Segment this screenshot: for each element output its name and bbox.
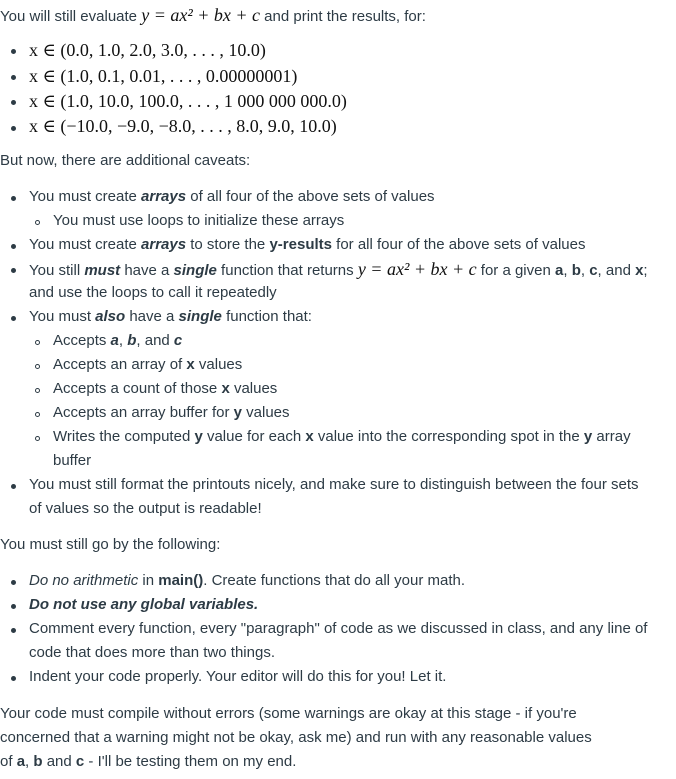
bullet-icon (11, 580, 16, 585)
caveat-4-sub-4: Accepts an array buffer for y values (53, 404, 290, 421)
bullet-icon (11, 628, 16, 633)
bullet-icon (11, 316, 16, 321)
caveat-3-line-2: and use the loops to call it repeatedly (29, 284, 277, 301)
set-1: x ∈ (0.0, 1.0, 2.0, 3.0, . . . , 10.0) (29, 40, 266, 60)
caveat-4-sub-5-line-2: buffer (53, 452, 92, 469)
bullet-icon (11, 75, 16, 80)
caveat-3: You still must have a single function that returns y = ax² + bx + c for a given a, b, c, and x; (29, 259, 648, 279)
caveat-2: You must create arrays to store the y-results for all four of the above sets of values (29, 236, 586, 253)
caveat-4-sub-5: Writes the computed y value for each x value into the corresponding spot in the y array (53, 428, 631, 445)
caveats-heading: But now, there are additional caveats: (0, 152, 251, 169)
sub-bullet-icon (35, 412, 40, 417)
bullet-icon (11, 676, 16, 681)
bullet-icon (11, 268, 16, 273)
sub-bullet-icon (35, 364, 40, 369)
rules-heading: You must still go by the following: (0, 536, 221, 553)
sub-bullet-icon (35, 388, 40, 393)
closing-line-3: of a, b and c - I'll be testing them on my end. (0, 753, 297, 770)
intro-equation: y = ax² + bx + c (141, 5, 260, 25)
bullet-icon (11, 100, 16, 105)
caveat-5-line-2: of values so the output is readable! (29, 500, 262, 517)
bullet-icon (11, 484, 16, 489)
intro-tail: and print the results, for: (264, 8, 426, 25)
caveat-5: You must still format the printouts nicely, and make sure to distinguish between the four sets (29, 476, 639, 493)
bullet-icon (11, 196, 16, 201)
caveat-3-equation: y = ax² + bx + c (357, 259, 477, 279)
caveat-4: You must also have a single function that: (29, 308, 312, 325)
bullet-icon (11, 49, 16, 54)
closing-line-2: concerned that a warning might not be okay, ask me) and run with any reasonable values (0, 729, 592, 746)
bullet-icon (11, 244, 16, 249)
closing-line-1: Your code must compile without errors (some warnings are okay at this stage - if you're (0, 705, 577, 722)
rule-1: Do no arithmetic in main(). Create functions that do all your math. (29, 572, 466, 589)
sub-bullet-icon (35, 436, 40, 441)
sub-bullet-icon (35, 340, 40, 345)
intro-lead: You will still evaluate (0, 8, 138, 25)
rule-3-line-2: code that does more than two things. (29, 644, 275, 661)
set-4: x ∈ (−10.0, −9.0, −8.0, . . . , 8.0, 9.0, 10.0) (29, 116, 337, 136)
bullet-icon (11, 126, 16, 131)
caveat-4-sub-3: Accepts a count of those x values (53, 380, 278, 397)
set-2: x ∈ (1.0, 0.1, 0.01, . . . , 0.00000001) (29, 66, 298, 86)
caveat-4-sub-2: Accepts an array of x values (53, 356, 243, 373)
rule-2: Do not use any global variables. (29, 596, 259, 613)
rule-4: Indent your code properly. Your editor will do this for you! Let it. (29, 668, 447, 685)
intro-line (0, 4, 426, 28)
rule-3: Comment every function, every "paragraph" of code as we discussed in class, and any line of (29, 620, 648, 637)
bullet-icon (11, 604, 16, 609)
caveat-1: You must create arrays of all four of the above sets of values (29, 188, 435, 205)
caveat-1-sub: You must use loops to initialize these arrays (53, 212, 345, 229)
set-3: x ∈ (1.0, 10.0, 100.0, . . . , 1 000 000 000.0) (29, 91, 347, 111)
caveat-4-sub-1: Accepts a, b, and c (53, 332, 183, 349)
sub-bullet-icon (35, 220, 40, 225)
